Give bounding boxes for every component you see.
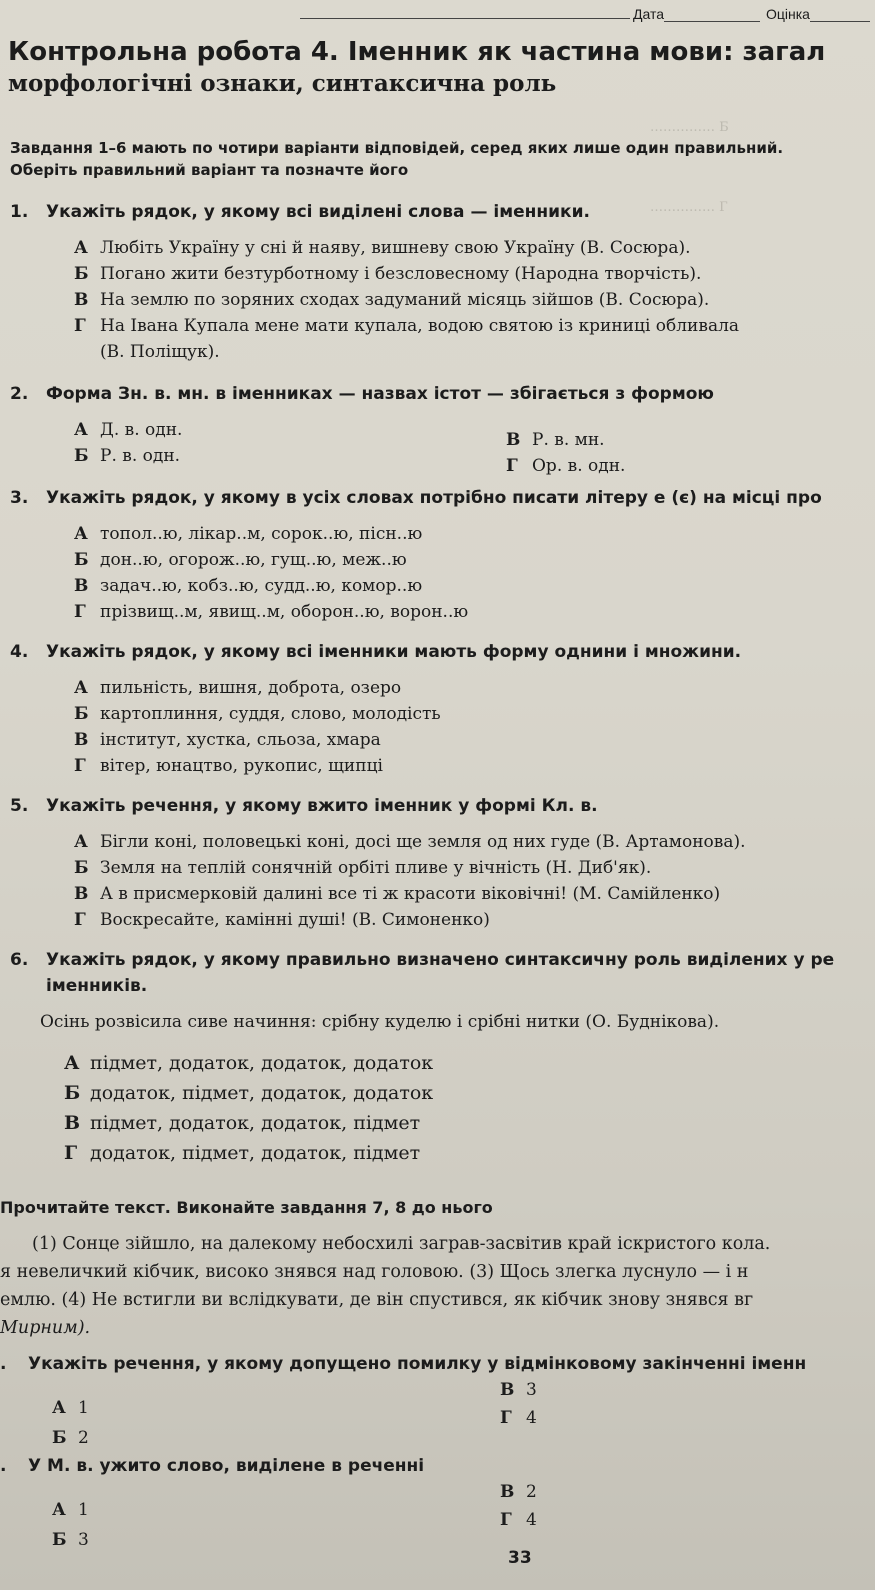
instructions-line-2: Оберіть правильний варіант та позначте його bbox=[10, 161, 409, 179]
q8-option-a[interactable]: А 1 bbox=[52, 1500, 89, 1520]
reading-line-2: я невеличкий кібчик, високо знявся над головою. (3) Щось злегка луснуло — і н bbox=[0, 1262, 749, 1282]
instructions-line-1: Завдання 1–6 мають по чотири варіанти відповідей, серед яких лише один правильний. bbox=[10, 139, 784, 157]
question-2: 2. Форма Зн. в. мн. в іменниках — назвах істот — збігається з формою bbox=[10, 384, 714, 404]
reading-line-3: емлю. (4) Не встигли ви вслідкувати, де він спустився, як кібчик знову знявся вг bbox=[0, 1290, 754, 1310]
q3-option-v[interactable]: В задач..ю, кобз..ю, судд..ю, комор..ю bbox=[74, 576, 423, 596]
q2-option-b[interactable]: Б Р. в. одн. bbox=[74, 446, 181, 466]
reading-line-4: Мирним). bbox=[0, 1318, 91, 1338]
grade-label: Оцінка bbox=[766, 6, 810, 22]
q4-option-b[interactable]: Б картоплиння, суддя, слово, молодість bbox=[74, 704, 441, 724]
q6-option-b[interactable]: Б додаток, підмет, додаток, додаток bbox=[64, 1082, 434, 1104]
question-6: 6. Укажіть рядок, у якому правильно визначено синтаксичну роль виділених у ре bbox=[10, 950, 835, 970]
q3-option-a[interactable]: А топол..ю, лікар..м, сорок..ю, пісн..ю bbox=[74, 524, 423, 544]
q5-option-b[interactable]: Б Земля на теплій сонячній орбіті пливе у вічність (Н. Диб'як). bbox=[74, 858, 652, 878]
q5-option-v[interactable]: В А в присмерковій далині все ті ж красоти віковічні! (М. Самійленко) bbox=[74, 884, 721, 904]
q4-option-v[interactable]: В інститут, хустка, сльоза, хмара bbox=[74, 730, 381, 750]
question-4: 4. Укажіть рядок, у якому всі іменники мають форму однини і множини. bbox=[10, 642, 742, 662]
date-field bbox=[633, 6, 760, 22]
q7-option-v[interactable]: В 3 bbox=[500, 1380, 537, 1400]
q3-option-b[interactable]: Б дон..ю, огорож..ю, гущ..ю, меж..ю bbox=[74, 550, 407, 570]
q5-option-a[interactable]: А Бігли коні, половецькі коні, досі ще земля од них гуде (В. Артамонова). bbox=[74, 832, 746, 852]
q7-option-a[interactable]: А 1 bbox=[52, 1398, 89, 1418]
question-6-cont: іменників. bbox=[46, 976, 148, 996]
q1-option-b[interactable]: Б Погано жити безтурботному і безсловесному (Народна творчість). bbox=[74, 264, 702, 284]
q5-option-g[interactable]: Г Воскресайте, камінні душі! (В. Симоненко) bbox=[74, 910, 490, 930]
reading-heading: Прочитайте текст. Виконайте завдання 7, 8 до нього bbox=[0, 1198, 493, 1217]
q7-option-b[interactable]: Б 2 bbox=[52, 1428, 89, 1448]
q1-option-a[interactable]: А Любіть Україну у сні й наяву, вишневу свою Україну (В. Сосюра). bbox=[74, 238, 691, 258]
q1-option-v[interactable]: В На землю по зоряних сходах задуманий місяць зійшов (В. Сосюра). bbox=[74, 290, 710, 310]
question-number: 1. bbox=[10, 202, 29, 222]
instructions bbox=[10, 137, 783, 181]
q2-option-g[interactable]: Г Ор. в. одн. bbox=[506, 456, 626, 476]
question-5: 5. Укажіть речення, у якому вжито іменник у формі Кл. в. bbox=[10, 796, 598, 816]
question-text: Укажіть рядок, у якому всі виділені слова — іменники. bbox=[46, 202, 590, 222]
q8-option-g[interactable]: Г 4 bbox=[500, 1510, 537, 1530]
grade-field bbox=[766, 6, 870, 22]
show-through-text: …………… Б bbox=[650, 120, 729, 135]
title-line-2: морфологічні ознаки, синтаксична роль bbox=[8, 70, 557, 97]
name-line bbox=[300, 18, 630, 19]
date-label: Дата bbox=[633, 6, 665, 22]
q8-option-v[interactable]: В 2 bbox=[500, 1482, 537, 1502]
q4-option-a[interactable]: А пильність, вишня, доброта, озеро bbox=[74, 678, 402, 698]
q6-option-a[interactable]: А підмет, додаток, додаток, додаток bbox=[64, 1052, 434, 1074]
question-1 bbox=[10, 202, 590, 222]
q6-option-g[interactable]: Г додаток, підмет, додаток, підмет bbox=[64, 1142, 421, 1164]
reading-line-1: (1) Сонце зійшло, на далекому небосхилі заграв-засвітив край іскристого кола. bbox=[32, 1234, 771, 1254]
q7-option-g[interactable]: Г 4 bbox=[500, 1408, 537, 1428]
q3-option-g[interactable]: Г прізвищ..м, явищ..м, оборон..ю, ворон..ю bbox=[74, 602, 469, 622]
q1-option-g[interactable]: Г На Івана Купала мене мати купала, водою святою із криниці обливала bbox=[74, 316, 740, 336]
question-7: . Укажіть речення, у якому допущено помилку у відмінковому закінченні іменн bbox=[0, 1354, 807, 1374]
q2-option-v[interactable]: В Р. в. мн. bbox=[506, 430, 605, 450]
q1-option-g-cont: (В. Поліщук). bbox=[100, 342, 220, 362]
page-title bbox=[8, 36, 875, 100]
q4-option-g[interactable]: Г вітер, юнацтво, рукопис, щипці bbox=[74, 756, 383, 776]
q6-quote: Осінь розвісила сиве начиння: срібну куделю і срібні нитки (О. Буднікова). bbox=[40, 1012, 720, 1032]
page-number: 33 bbox=[508, 1548, 532, 1568]
show-through-text: …………… Г bbox=[650, 200, 728, 215]
q2-option-a[interactable]: А Д. в. одн. bbox=[74, 420, 183, 440]
q6-option-v[interactable]: В підмет, додаток, додаток, підмет bbox=[64, 1112, 421, 1134]
q8-option-b[interactable]: Б 3 bbox=[52, 1530, 89, 1550]
question-8: . У М. в. ужито слово, виділене в реченні bbox=[0, 1456, 425, 1476]
question-3: 3. Укажіть рядок, у якому в усіх словах потрібно писати літеру е (є) на місці про bbox=[10, 488, 822, 508]
title-line-1: Контрольна робота 4. Іменник як частина мови: загал bbox=[8, 37, 826, 67]
